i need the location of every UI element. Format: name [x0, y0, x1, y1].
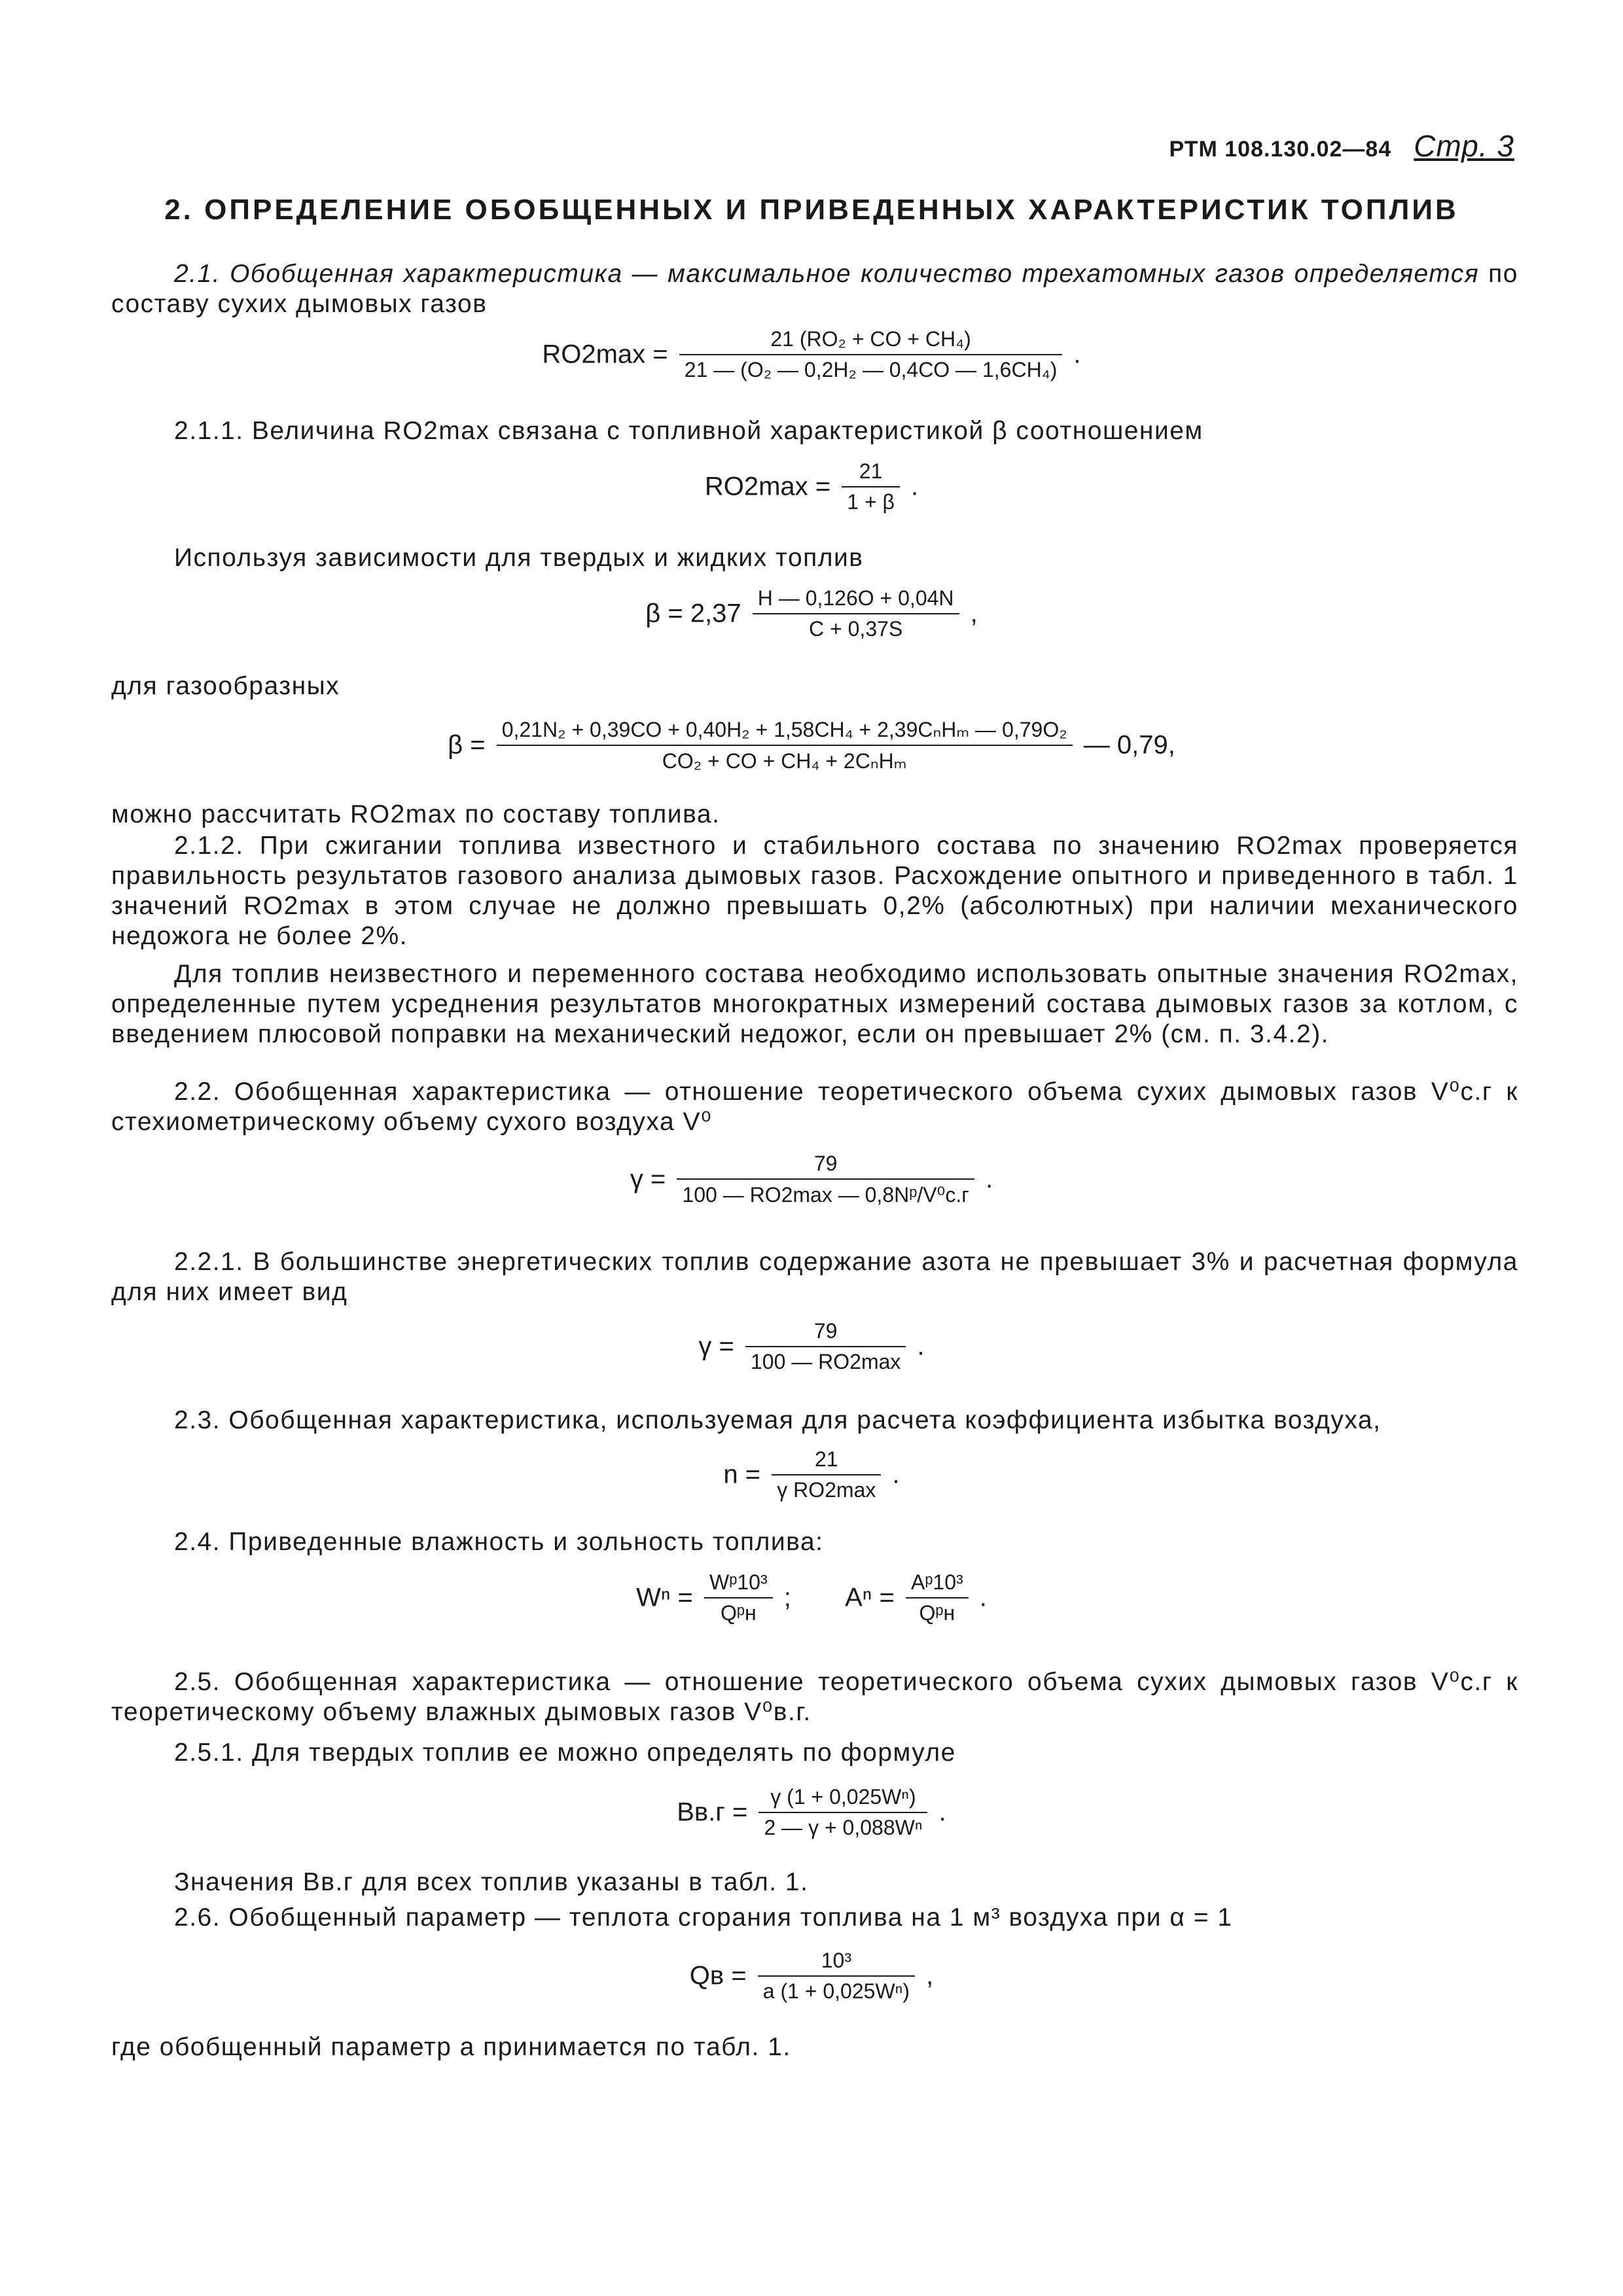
equation-ro2max-beta	[0, 459, 1623, 514]
equation-lhs: β = 2,37	[645, 599, 741, 628]
equation-numerator: Wᵖ10³	[704, 1570, 773, 1598]
equation-denominator: 1 + β	[847, 490, 895, 514]
equation-tail: — 0,79,	[1083, 730, 1175, 760]
paragraph-2-5-1: 2.5.1. Для твердых топлив ее можно определять по формуле	[174, 1739, 956, 1767]
equation-denominator: Qᵖн	[919, 1601, 955, 1625]
equation-tail: ,	[926, 1961, 934, 1990]
paragraph-2-6: 2.6. Обобщенный параметр — теплота сгорания топлива на 1 м³ воздуха при α = 1	[174, 1903, 1233, 1932]
equation-numerator: H — 0,126O + 0,04N	[753, 586, 959, 614]
equation-tail: ,	[970, 599, 978, 628]
paragraph-2-2	[111, 1077, 1518, 1137]
equation-qv	[0, 1949, 1623, 2004]
equation-numerator: Aᵖ10³	[906, 1570, 969, 1598]
equation-ro2max	[0, 327, 1623, 382]
paragraph-2-2-number: 2.2.	[174, 1078, 221, 1106]
equation-lhs: Bв.г =	[677, 1797, 748, 1827]
paragraph-solid-liquid: Используя зависимости для твердых и жидких топлив	[174, 544, 864, 572]
equation-denominator: Qᵖн	[720, 1601, 757, 1625]
equation-tail: .	[1073, 340, 1081, 369]
equation-beta-gas	[0, 717, 1623, 773]
equation-separator: ;	[783, 1583, 791, 1612]
paragraph-parameter-a: где обобщенный параметр a принимается по табл. 1.	[111, 2033, 791, 2061]
equation-gamma-full	[0, 1152, 1623, 1207]
equation-beta-solid	[0, 586, 1623, 641]
paragraph-2-2-text: Обобщенная характеристика — отношение теоретического объема сухих дымовых газов V⁰с.г к стехиометрическому объему сухого воздуха V⁰	[111, 1078, 1518, 1136]
equation-lhs: RO2max =	[704, 472, 831, 501]
equation-moisture-ash	[0, 1570, 1623, 1625]
equation-numerator: 0,21N₂ + 0,39CO + 0,40H₂ + 1,58CH₄ + 2,39CₙHₘ — 0,79O₂	[497, 717, 1073, 746]
equation-fraction	[758, 1949, 915, 2004]
paragraph-2-1-1: 2.1.1. Величина RO2max связана с топливной характеристикой β соотношением	[174, 417, 1204, 445]
equation-denominator: C + 0,37S	[809, 617, 903, 641]
equation-lhs-ash: Aⁿ =	[845, 1583, 895, 1612]
equation-tail: .	[911, 472, 919, 501]
equation-fraction	[677, 1152, 974, 1207]
equation-fraction	[753, 586, 959, 641]
paragraph-unknown-fuel: Для топлив неизвестного и переменного состава необходимо использовать опытные значения RO2max, определенные путем усреднения результатов многократных измерений состава дымовых газов за котлом, с введением плюсовой поправки на механический недожог, если он превышает 2% (см. п. 3.4.2).	[111, 960, 1518, 1048]
equation-fraction-ash	[906, 1570, 969, 1625]
equation-fraction	[497, 717, 1073, 773]
equation-lhs-moisture: Wⁿ =	[636, 1583, 693, 1612]
equation-fraction	[679, 327, 1063, 382]
paragraph-gaseous: для газообразных	[111, 672, 340, 700]
paragraph-2-2-1: 2.2.1. В большинстве энергетических топлив содержание азота не превышает 3% и расчетная формула для них имеет вид	[111, 1248, 1518, 1306]
equation-lhs: β =	[448, 730, 486, 760]
equation-lhs: n =	[723, 1460, 761, 1489]
equation-denominator: a (1 + 0,025Wⁿ)	[762, 1979, 910, 2003]
equation-fraction	[758, 1785, 927, 1840]
equation-tail: .	[917, 1332, 925, 1361]
equation-tail: .	[938, 1797, 946, 1827]
equation-tail: .	[986, 1165, 993, 1193]
section-title: 2. ОПРЕДЕЛЕНИЕ ОБОБЩЕННЫХ И ПРИВЕДЕННЫХ ХАРАКТЕРИСТИК ТОПЛИВ	[164, 194, 1459, 226]
equation-fraction	[842, 459, 900, 514]
paragraph-composition: можно рассчитать RO2max по составу топлива.	[111, 800, 721, 828]
equation-numerator: 21	[842, 459, 900, 487]
equation-gamma-simple	[0, 1319, 1623, 1374]
equation-fraction	[772, 1447, 881, 1502]
page-header	[1169, 128, 1514, 164]
paragraph-2-4: 2.4. Приведенные влажность и зольность топлива:	[174, 1528, 824, 1556]
equation-numerator: 21	[772, 1447, 881, 1475]
equation-lhs: γ =	[630, 1165, 666, 1193]
equation-bvg	[0, 1785, 1623, 1840]
equation-tail: .	[979, 1583, 987, 1612]
equation-denominator: 2 — γ + 0,088Wⁿ	[764, 1816, 923, 1839]
equation-denominator: CO₂ + CO + CH₄ + 2CₙHₘ	[662, 749, 907, 773]
paragraph-2-1	[111, 259, 1518, 319]
page-number: Стр. 3	[1414, 129, 1514, 163]
equation-denominator: 100 — RO2max — 0,8Nᵖ/V⁰с.г	[682, 1183, 969, 1207]
equation-tail: .	[892, 1460, 900, 1489]
equation-lhs: RO2max =	[542, 340, 668, 369]
paragraph-2-5: 2.5. Обобщенная характеристика — отношение теоретического объема сухих дымовых газов V⁰с.г к теоретическому объему влажных дымовых газов V⁰в.г.	[111, 1668, 1518, 1726]
document-code: РТМ 108.130.02—84	[1169, 137, 1392, 162]
equation-lhs: γ =	[698, 1332, 734, 1361]
equation-numerator: γ (1 + 0,025Wⁿ)	[758, 1785, 927, 1813]
equation-numerator: 21 (RO₂ + CO + CH₄)	[679, 327, 1063, 355]
equation-fraction-moisture	[704, 1570, 773, 1625]
equation-numerator: 79	[745, 1319, 906, 1347]
paragraph-2-1-number: 2.1.	[174, 260, 221, 288]
equation-denominator: 21 — (O₂ — 0,2H₂ — 0,4CO — 1,6CH₄)	[684, 358, 1058, 381]
equation-n	[0, 1447, 1623, 1502]
equation-denominator: γ RO2max	[777, 1478, 876, 1502]
equation-denominator: 100 — RO2max	[750, 1350, 901, 1373]
paragraph-2-1-2: 2.1.2. При сжигании топлива известного и стабильного состава по значению RO2max проверяется правильность результатов газового анализа дымовых газов. Расхождение опытного и приведенного в табл. 1 значений RO2max в этом случае не должно превышать 0,2% (абсолютных) при наличии механического недожога не более 2%.	[111, 832, 1518, 950]
equation-numerator: 10³	[758, 1949, 915, 1977]
paragraph-bvg-values: Значения Bв.г для всех топлив указаны в табл. 1.	[174, 1868, 809, 1896]
paragraph-2-3: 2.3. Обобщенная характеристика, используемая для расчета коэффициента избытка воздуха,	[174, 1406, 1382, 1434]
paragraph-2-1-rest: по составу сухих дымовых газов	[111, 260, 1518, 318]
equation-lhs: Qв =	[689, 1961, 747, 1990]
equation-fraction	[745, 1319, 906, 1374]
equation-numerator: 79	[677, 1152, 974, 1180]
paragraph-2-1-italic: Обобщенная характеристика — максимальное количество трехатомных газов определяется	[230, 260, 1480, 288]
